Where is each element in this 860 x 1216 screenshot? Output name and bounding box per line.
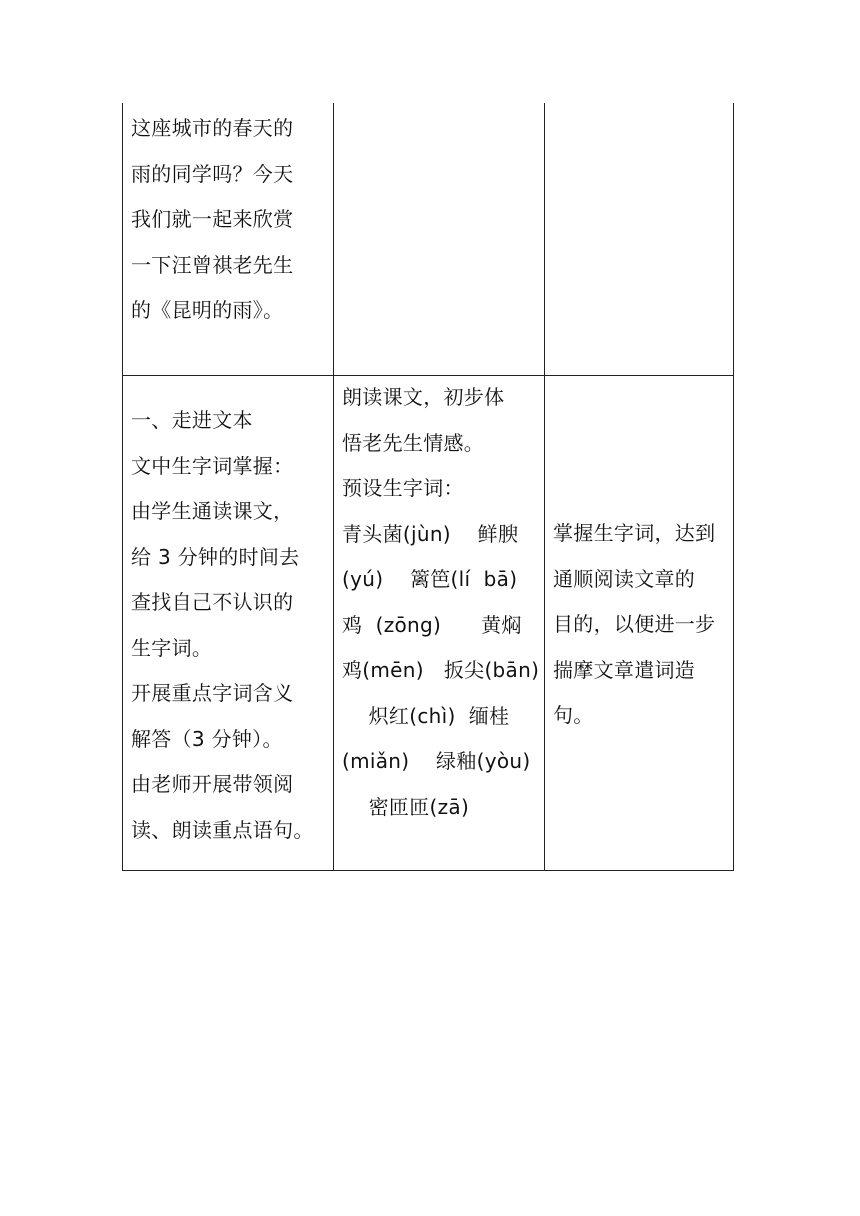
- lesson-plan-table: [122, 103, 734, 871]
- row1-col1-line: 一下汪曾祺老先生: [131, 252, 294, 277]
- row2-col1-line: 解答（3 分钟）。: [131, 726, 283, 751]
- table-divider-2: [544, 103, 545, 871]
- row1-col1-line: 我们就一起来欣赏: [131, 207, 294, 231]
- row1-col1-line: 这座城市的春天的: [131, 116, 294, 140]
- row2-col1-line: 由学生通读课文，: [131, 499, 294, 523]
- row2-col2-line: 青头菌(jùn) 鲜腴: [342, 521, 519, 546]
- table-divider-1: [333, 103, 334, 871]
- row2-col2-text: [342, 375, 539, 830]
- row2-col1-line: 开展重点字词含义: [131, 681, 294, 705]
- row2-col2-line: 预设生字词：: [342, 476, 464, 500]
- row2-col1-text: [131, 398, 314, 853]
- row2-col2-line: 鸡 (zōng) 黄焖: [342, 612, 522, 637]
- row2-col2-line: 鸡(mēn) 扳尖(bān): [342, 658, 540, 682]
- row2-col2-line: 悟老先生情感。: [342, 430, 485, 455]
- row2-col3-line: 句。: [553, 703, 594, 727]
- row2-col1-line: 文中生字词掌握：: [131, 453, 294, 478]
- row2-col3-line: 掌握生字词，达到: [553, 521, 716, 545]
- row2-col1-line: 读、朗读重点语句。: [131, 817, 314, 842]
- row2-col2-line: 炽红(chì) 缅桂: [342, 703, 510, 728]
- row1-col1-text: [131, 106, 293, 334]
- row2-col1-line: 由老师开展带领阅: [131, 772, 294, 796]
- row2-col3-line: 揣摩文章遣词造: [553, 657, 696, 682]
- row2-col2-line: (yú) 篱笆(lí bā): [342, 567, 518, 591]
- row2-col2-line: 密匝匝(zā): [342, 794, 470, 819]
- row2-col2-line: 朗读课文，初步体: [342, 385, 505, 409]
- row2-col1-line: 一、走进文本: [131, 408, 253, 432]
- table-border-bottom: [122, 870, 734, 871]
- row2-col1-line: 查找自己不认识的: [131, 590, 294, 614]
- row2-col1-line: 生字词。: [131, 635, 213, 660]
- row1-col1-line: 的《昆明的雨》。: [131, 298, 284, 322]
- row2-col2-line: (miǎn) 绿釉(yòu): [342, 749, 531, 773]
- table-border-right: [733, 103, 734, 871]
- row1-col1-line: 雨的同学吗？今天: [131, 161, 294, 186]
- table-border-left: [122, 103, 123, 871]
- row2-col1-line: 给 3 分钟的时间去: [131, 544, 300, 569]
- row2-col3-line: 目的，以便进一步: [553, 612, 716, 636]
- row2-col3-text: [553, 511, 715, 739]
- row2-col3-line: 通顺阅读文章的: [553, 566, 696, 591]
